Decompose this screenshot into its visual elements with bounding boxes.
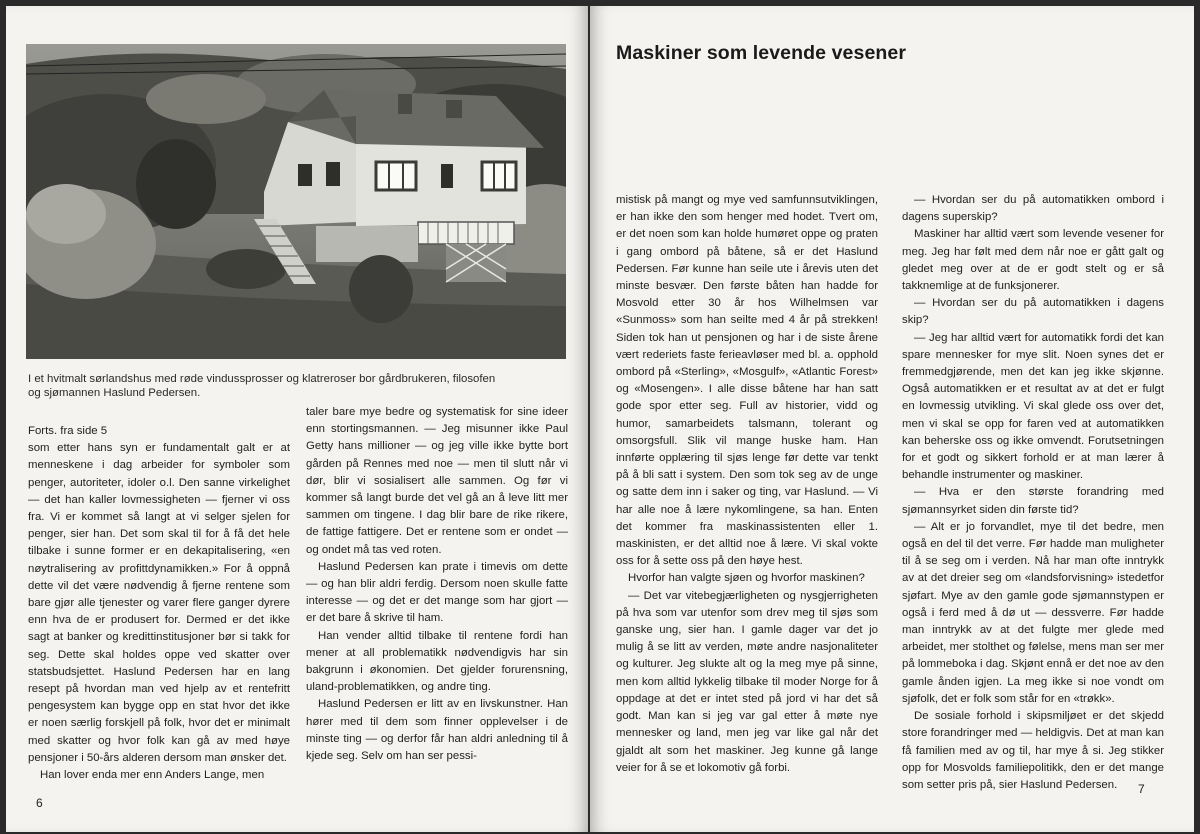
paragraph: Haslund Pedersen er litt av en livskunstner. Han hører med til dem som finner opplevelser i de minste ting — og derfor får han aldri anledning til å kjede seg. Selv om han ser pessi- bbox=[306, 698, 568, 763]
right-column-2 bbox=[902, 192, 1164, 794]
paragraph: De sosiale forhold i skipsmiljøet er det skjedd store forandringer med — heldigvis. Det at man kan få familien med av og til, har mye å si. Jeg stikker opp for Mosvolds familiepolitikk, den er det mange som setter pris på, sier Haslund Pedersen. bbox=[902, 710, 1164, 791]
right-column-1 bbox=[616, 192, 878, 777]
paragraph: taler bare mye bedre og systematisk for sine ideer enn stortingsmannen. — Jeg misunner ikke Paul Getty hans millioner — og jeg ville ikke bytte bort gården på Rennes med noe — men til slutt når vi dør, blir vi sosialisert alle sammen. Og før vi kommer så langt burde det vel gå an å leve litt mer sammen om tingene. I dag blir bare de rike rikere, de fattige fattigere. Det er rentene som er ondet — og ondet må tas ved roten. bbox=[306, 406, 568, 556]
paragraph: Maskiner har alltid vært som levende vesener for meg. Jeg har følt med dem når noe er gått galt og gledet meg over at de er godt stelt og er så takknemlige at de funksjonerer. bbox=[902, 228, 1164, 293]
caption-line: og sjømannen Haslund Pedersen. bbox=[28, 387, 201, 400]
paragraph: Hvorfor han valgte sjøen og hvorfor maskinen? bbox=[628, 572, 865, 585]
article-headline: Maskiner som levende vesener bbox=[616, 42, 907, 64]
house-photo bbox=[26, 44, 566, 359]
paragraph: Haslund Pedersen kan prate i timevis om dette — og han blir aldri ferdig. Dersom noen skulle fatte interesse — og det er det mange som har gjort — er det bare å skrive til ham. bbox=[306, 560, 568, 625]
paragraph: — Hva er den største forandring med sjømannsyrket siden din første tid? bbox=[902, 486, 1164, 516]
left-column-2 bbox=[306, 404, 568, 765]
paragraph: — Jeg har alltid vært for automatikk fordi det kan spare mennesker for mye slit. Noen synes det er fremmedgjørende, men det kan jeg ikke skjønne. Også automatikken er et resultat av at det er fulgt en lovmessig utvikling. Vi skal glede oss over det, men vi skal se opp for faren ved at automatikken kan beherske oss og ikke omvendt. Forutsetningen for et godt og sikkert forhold er at man lærer å behandle instrumenter og maskiner. bbox=[902, 331, 1164, 482]
paragraph: mistisk på mangt og mye ved samfunnsutviklingen, er han ikke den som henger med hodet. Tvert om, er det noen som kan holde humøret oppe og praten i gang ombord på båtene, så er det Haslund Pedersen. Før kunne han seile ute i årevis uten det minste besvær. Den første båten han hadde for Mosvold etter 30 år hos Wilhelmsen var «Sunmoss» som han seilte med 4 år på strekken! Siden tok han ut pensjonen og har i de siste årene vært rederiets faste ferieavløser med bl. a. opphold ombord på «Sterling», «Mosgulf», «Atlantic Forest» og «Mosengen». I alle disse båtene har han satt gode spor etter seg. Full av historier, vidd og humor, samarbeidets talsmann, tolerant og omsorgsfull. Slik vil mange huske ham. Han innførte opplæring til sjøs lenge før dette var tenkt på å bli satt i system. Den som tok seg av de unge og satte dem inn i saker og ting, var Haslund. — Vi har alle noe å lære nykomlingene, sa han. Enten det kommer fra maskinassistenten eller 1. maskinisten, er det alltid noe å lære. Vi skal vokte oss for å sette oss på den høye hest. bbox=[616, 194, 878, 568]
house-photo-illustration bbox=[26, 44, 566, 359]
photo-caption bbox=[28, 372, 576, 401]
right-page bbox=[590, 6, 1194, 832]
paragraph: — Det var vitebegjærligheten og nysgjerrigheten på hva som var utenfor som drev meg til sjøs som ganske ung, sier han. I gamle dager var det jo mulig å se litt av verden, møte andre nasjonaliteter og kulturer. Jeg slukte alt og la meg mye på sinne, men kom alltid lykkelig tilbake til moder Norge for å oppdage at det er intet sted på jord vi har det så godt. Man kan si jeg var gal etter å møte nye mennesker og land, men jeg var like gal når det gjaldt alt som het maskiner. Jeg kunne gå lange veier for å se et lokomotiv gå forbi. bbox=[616, 589, 878, 774]
caption-line: I et hvitmalt sørlandshus med røde vindussprosser og klatreroser bor gårdbrukeren, filosofen bbox=[28, 373, 496, 385]
left-column-1 bbox=[28, 423, 290, 784]
continued-from-note: Forts. fra side 5 bbox=[28, 425, 108, 437]
paragraph: Han lover enda mer enn Anders Lange, men bbox=[40, 769, 265, 782]
paragraph: — Alt er jo forvandlet, mye til det bedre, men også en del til det verre. Før hadde man muligheter til å se seg om i verden. Nå har man ofte inntrykk av at det dreier seg om «landsforvisning» istedetfor sjøfart. Mye av den gamle gode sjømannstypen er også i ferd med å dø ut — dessverre. Før hadde man inntrykk av at det fulgte mer glede med arbeidet, mer stolthet og følelse, mens man ser mer på lommeboka i dag. Skjønt ennå er det noe av den gamle ånden igjen. La meg ikke si noe vondt om sjøfolk, det er folk som står for en «trøkk». bbox=[902, 520, 1164, 705]
page-number: 6 bbox=[36, 796, 43, 810]
paragraph: — Hvordan ser du på automatikken ombord i dagens superskip? bbox=[902, 194, 1164, 224]
left-page bbox=[6, 6, 588, 832]
paragraph: Han vender alltid tilbake til rentene fordi han mener at all problematikk nødvendigvis har sin bakgrunn i økonomien. Det gjelder forurensning, uland-problematikken, og andre ting. bbox=[306, 629, 568, 694]
paragraph: — Hvordan ser du på automatikken i dagens skip? bbox=[902, 297, 1164, 327]
page-number: 7 bbox=[1138, 782, 1145, 796]
paragraph: som etter hans syn er fundamentalt galt er at menneskene i dag arbeider for symboler som penger, autoriteter, idoler o.l. Den sanne virkelighet — det han kaller lovmessigheten — fjerner vi oss fra. Vi er kommet så langt at vi selger sjelen for penger, sier han. Det som skal til for å få det hele tilbake i sunne former er en dekapitalisering, «en nøytralisering av profittdynamikken.» For å oppnå dette vil det være nødvendig å fjerne rentene som bare gjør alle tjenester og varer flere ganger dyrere enn hva de er produsert for. Dermed er det ikke sagt at banker og kredittinstitusjoner bør si takk for seg. Dette skal holdes oppe ved skatter over statsbudsjettet. Haslund Pedersen har en lang resept på hvordan man ved hjelp av et rentefritt pengesystem kan bygge opp en stat hvor det ikke er noen særlig forskjell på folk, hvor det er minimalt med skatter og hvor folk kan gå av med høye pensjoner i 50-års alderen dersom man ønsker det. bbox=[28, 442, 290, 764]
